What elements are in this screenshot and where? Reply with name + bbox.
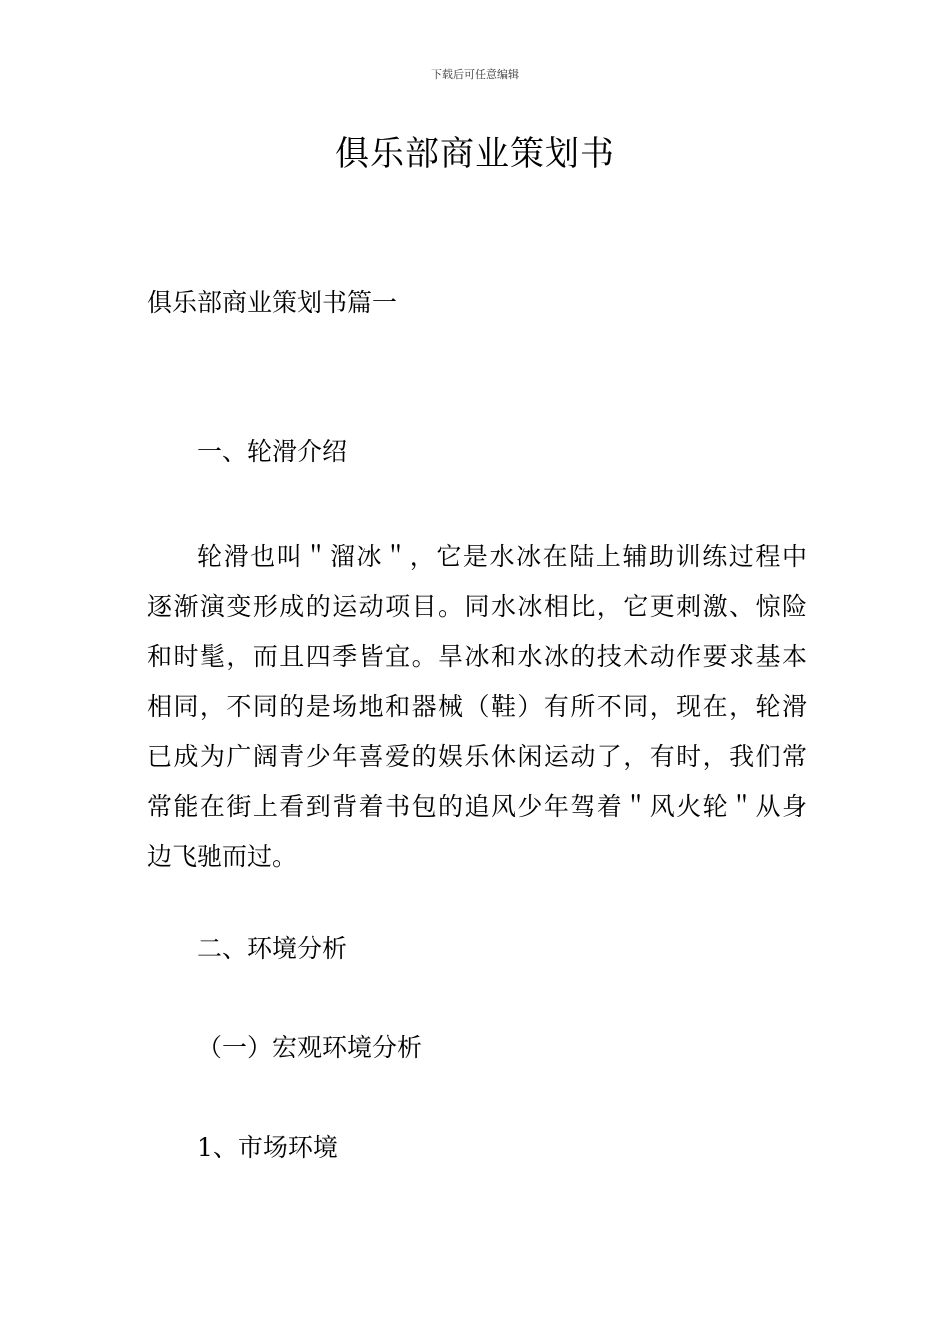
paragraph-line: 轮滑也叫＂溜冰＂，它是水冰在陆上辅助训练过程中 [197, 542, 807, 571]
paragraph-line: 边飞驰而过。 [147, 842, 298, 871]
paragraph-1 [147, 532, 807, 882]
header-note: 下载后可任意编辑 [431, 68, 519, 81]
paragraph-line: 和时髦，而且四季皆宜。旱冰和水冰的技术动作要求基本 [147, 642, 807, 671]
item-heading-1: 1、市场环境 [197, 1133, 338, 1162]
document-subtitle: 俱乐部商业策划书篇一 [147, 288, 398, 317]
paragraph-line: 已成为广阔青少年喜爱的娱乐休闲运动了，有时，我们常 [147, 742, 807, 771]
section-heading-2: 二、环境分析 [197, 934, 348, 963]
paragraph-line: 相同，不同的是场地和器械（鞋）有所不同，现在，轮滑 [147, 692, 807, 721]
section-heading-1: 一、轮滑介绍 [197, 437, 348, 466]
subsection-heading-1: （一）宏观环境分析 [197, 1033, 423, 1062]
document-title: 俱乐部商业策划书 [335, 134, 615, 174]
paragraph-line: 常能在街上看到背着书包的追风少年驾着＂风火轮＂从身 [147, 792, 807, 821]
paragraph-line: 逐渐演变形成的运动项目。同水冰相比，它更刺激、惊险 [147, 592, 807, 621]
